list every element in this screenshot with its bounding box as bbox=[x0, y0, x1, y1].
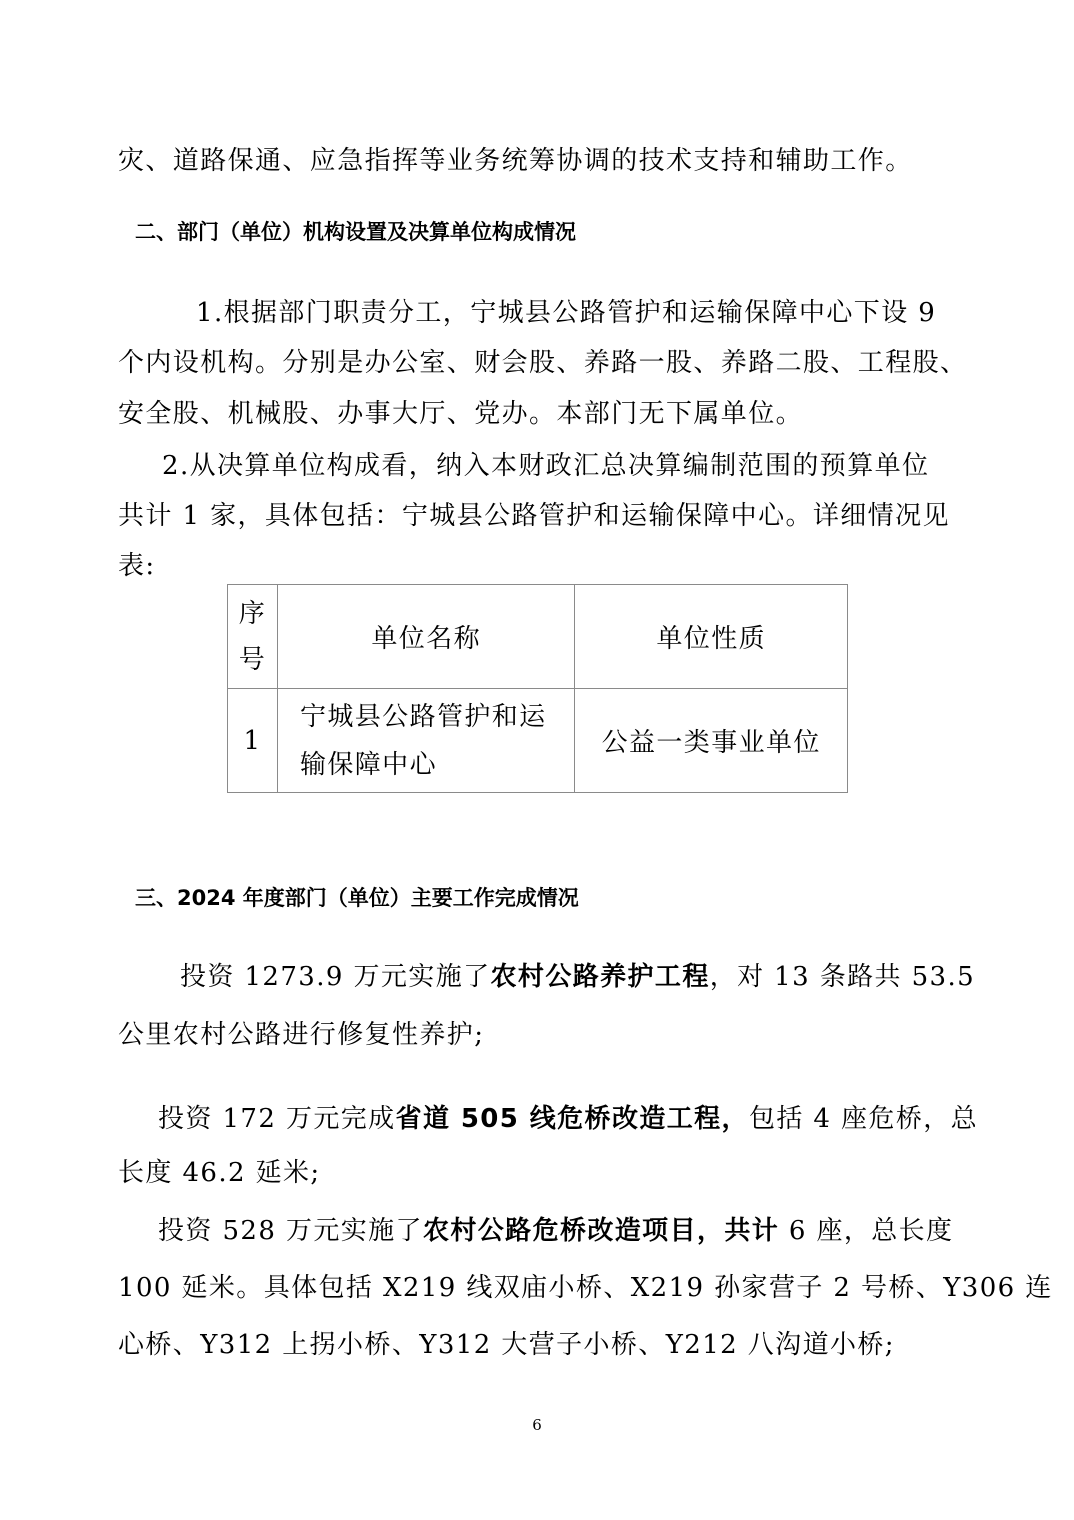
table-row bbox=[228, 689, 848, 793]
row-nature-cell: 公益一类事业单位 bbox=[575, 689, 848, 793]
row-seq-cell: 1 bbox=[228, 689, 278, 793]
bold-text-run: 农村公路危桥改造项目，共计 bbox=[422, 1216, 780, 1246]
paragraph-line: 安全股、机械股、办事大厅、党办。本部门无下属单位。 bbox=[118, 399, 804, 429]
bold-text-run: 农村公路养护工程 bbox=[490, 962, 710, 992]
text-run: ，对 13 条路共 53.5 bbox=[709, 962, 976, 992]
paragraph-line bbox=[158, 1214, 1018, 1248]
paragraph-line: 2.从决算单位构成看，纳入本财政汇总决算编制范围的预算单位 bbox=[162, 451, 930, 481]
paragraph-line: 心桥、Y312 上拐小桥、Y312 大营子小桥、Y212 八沟道小桥; bbox=[118, 1330, 895, 1360]
section-heading-3: 三、2024 年度部门（单位）主要工作完成情况 bbox=[135, 886, 579, 910]
unit-composition-table bbox=[227, 584, 848, 793]
paragraph-line bbox=[158, 1102, 1018, 1136]
text-run: 投资 172 万元完成 bbox=[158, 1104, 396, 1134]
paragraph-line: 共计 1 家，具体包括：宁城县公路管护和运输保障中心。详细情况见 bbox=[118, 501, 950, 531]
text-run: 6 座，总长度 bbox=[779, 1216, 954, 1246]
row-name-cell bbox=[277, 689, 574, 793]
text-run: 包括 4 座危桥，总 bbox=[748, 1104, 979, 1134]
row-name-line: 宁城县公路管护和运 bbox=[299, 701, 547, 732]
text-run: 投资 1273.9 万元实施了 bbox=[180, 962, 491, 992]
paragraph-line bbox=[180, 960, 1040, 994]
paragraph-line: 长度 46.2 延米; bbox=[118, 1158, 321, 1188]
header-seq-line: 序 bbox=[238, 598, 267, 629]
text-run: 投资 528 万元实施了 bbox=[158, 1216, 423, 1246]
page-number: 6 bbox=[532, 1416, 542, 1434]
header-seq-line: 号 bbox=[238, 644, 267, 675]
paragraph-line: 灾、道路保通、应急指挥等业务统筹协调的技术支持和辅助工作。 bbox=[118, 146, 913, 176]
paragraph-line: 1.根据部门职责分工，宁城县公路管护和运输保障中心下设 9 bbox=[196, 298, 937, 328]
header-name-cell: 单位名称 bbox=[277, 585, 574, 689]
paragraph-line: 个内设机构。分别是办公室、财会股、养路一股、养路二股、工程股、 bbox=[118, 348, 968, 378]
paragraph-line: 公里农村公路进行修复性养护; bbox=[118, 1020, 485, 1050]
paragraph-line: 100 延米。具体包括 X219 线双庙小桥、X219 孙家营子 2 号桥、Y306 连 bbox=[118, 1273, 1053, 1303]
row-name-line: 输保障中心 bbox=[299, 749, 437, 780]
bold-text-run: 省道 505 线危桥改造工程， bbox=[395, 1104, 749, 1134]
paragraph-line: 表: bbox=[118, 551, 156, 581]
table-header-row bbox=[228, 585, 848, 689]
header-nature-cell: 单位性质 bbox=[575, 585, 848, 689]
section-heading-2: 二、部门（单位）机构设置及决算单位构成情况 bbox=[135, 220, 576, 244]
header-seq-cell bbox=[228, 585, 278, 689]
